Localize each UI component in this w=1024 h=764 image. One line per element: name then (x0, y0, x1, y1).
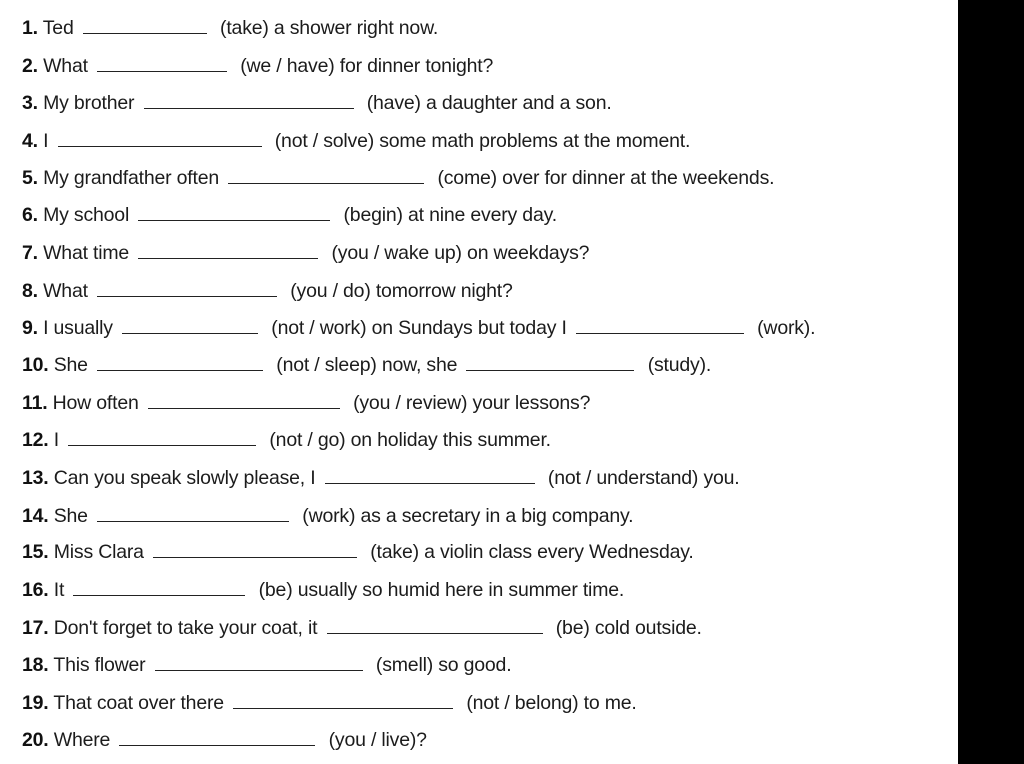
item-number: 18. (22, 654, 49, 676)
answer-blank[interactable] (97, 506, 289, 522)
item-number: 8. (22, 280, 38, 302)
item-text: My school (43, 204, 130, 226)
item-hint: (not / solve) some math problems at the moment. (274, 130, 691, 152)
exercise-item (22, 204, 557, 227)
item-number: 9. (22, 317, 38, 339)
item-number: 16. (22, 579, 49, 601)
exercise-item (22, 242, 589, 265)
exercise-item (22, 17, 438, 40)
item-hint: (you / wake up) on weekdays? (331, 242, 590, 264)
item-hint: (be) cold outside. (555, 617, 702, 639)
answer-blank[interactable] (576, 318, 744, 334)
item-number: 12. (22, 429, 49, 451)
item-text: Ted (42, 17, 74, 39)
answer-blank[interactable] (466, 355, 634, 371)
item-text: Where (53, 729, 111, 751)
answer-blank[interactable] (97, 355, 263, 371)
item-hint: (smell) so good. (375, 654, 512, 676)
item-number: 10. (22, 354, 49, 376)
item-hint: (not / go) on holiday this summer. (269, 429, 551, 451)
answer-blank[interactable] (97, 56, 227, 72)
item-number: 11. (22, 392, 48, 414)
answer-blank[interactable] (148, 393, 340, 409)
answer-blank[interactable] (119, 730, 315, 746)
item-hint: (take) a shower right now. (220, 17, 439, 39)
exercise-item (22, 55, 493, 78)
item-hint: (not / work) on Sundays but today I (271, 317, 567, 339)
exercise-item (22, 505, 633, 528)
item-text: I usually (43, 317, 113, 339)
item-hint: (you / do) tomorrow night? (290, 280, 513, 302)
item-text: This flower (53, 654, 146, 676)
item-text: Don't forget to take your coat, it (53, 617, 318, 639)
item-hint-second: (study). (647, 354, 712, 376)
item-number: 5. (22, 167, 38, 189)
item-number: 4. (22, 130, 38, 152)
item-text: It (53, 579, 65, 601)
item-number: 17. (22, 617, 49, 639)
exercise-item (22, 541, 694, 564)
answer-blank[interactable] (83, 18, 207, 34)
item-hint: (come) over for dinner at the weekends. (437, 167, 775, 189)
item-text: What (43, 280, 88, 302)
item-number: 19. (22, 692, 49, 714)
item-hint-second: (work). (757, 317, 816, 339)
item-text: She (53, 505, 88, 527)
item-number: 15. (22, 541, 49, 563)
exercise-item (22, 579, 624, 602)
answer-blank[interactable] (153, 542, 357, 558)
item-hint: (not / understand) you. (547, 467, 740, 489)
answer-blank[interactable] (155, 655, 363, 671)
item-number: 13. (22, 467, 49, 489)
item-number: 3. (22, 92, 38, 114)
answer-blank[interactable] (138, 205, 330, 221)
item-text: I (53, 429, 59, 451)
item-hint: (we / have) for dinner tonight? (240, 55, 494, 77)
exercise-item (22, 130, 690, 153)
answer-blank[interactable] (58, 131, 262, 147)
item-number: 7. (22, 242, 38, 264)
answer-blank[interactable] (122, 318, 258, 334)
answer-blank[interactable] (68, 430, 256, 446)
item-hint: (you / live)? (328, 729, 427, 751)
exercise-item (22, 429, 551, 452)
answer-blank[interactable] (144, 93, 354, 109)
exercise-item (22, 617, 702, 640)
exercise-item (22, 467, 740, 490)
item-hint: (be) usually so humid here in summer time. (258, 579, 625, 601)
exercise-item (22, 654, 511, 677)
item-text: My grandfather often (43, 167, 220, 189)
answer-blank[interactable] (73, 580, 245, 596)
item-number: 20. (22, 729, 49, 751)
answer-blank[interactable] (233, 693, 453, 709)
exercise-item (22, 729, 427, 752)
item-hint: (work) as a secretary in a big company. (302, 505, 634, 527)
exercise-item (22, 92, 612, 115)
answer-blank[interactable] (325, 468, 535, 484)
exercise-item (22, 392, 590, 415)
exercise-item (22, 692, 637, 715)
item-text: Can you speak slowly please, I (53, 467, 316, 489)
item-hint: (begin) at nine every day. (343, 204, 557, 226)
item-text: She (53, 354, 88, 376)
item-text: How often (52, 392, 139, 414)
item-text: My brother (43, 92, 135, 114)
exercise-item (22, 354, 711, 377)
item-text: Miss Clara (53, 541, 144, 563)
item-hint: (not / belong) to me. (466, 692, 637, 714)
item-text: That coat over there (53, 692, 224, 714)
exercise-item (22, 317, 815, 340)
item-number: 2. (22, 55, 38, 77)
exercise-item (22, 280, 513, 303)
answer-blank[interactable] (228, 168, 424, 184)
answer-blank[interactable] (97, 281, 277, 297)
item-text: What time (43, 242, 130, 264)
item-hint: (you / review) your lessons? (353, 392, 591, 414)
item-text: I (43, 130, 49, 152)
item-hint: (have) a daughter and a son. (366, 92, 612, 114)
answer-blank[interactable] (327, 618, 543, 634)
item-hint: (take) a violin class every Wednesday. (370, 541, 694, 563)
item-number: 1. (22, 17, 38, 39)
item-number: 6. (22, 204, 38, 226)
answer-blank[interactable] (138, 243, 318, 259)
item-hint: (not / sleep) now, she (276, 354, 458, 376)
item-number: 14. (22, 505, 49, 527)
item-text: What (43, 55, 88, 77)
exercise-item (22, 167, 774, 190)
